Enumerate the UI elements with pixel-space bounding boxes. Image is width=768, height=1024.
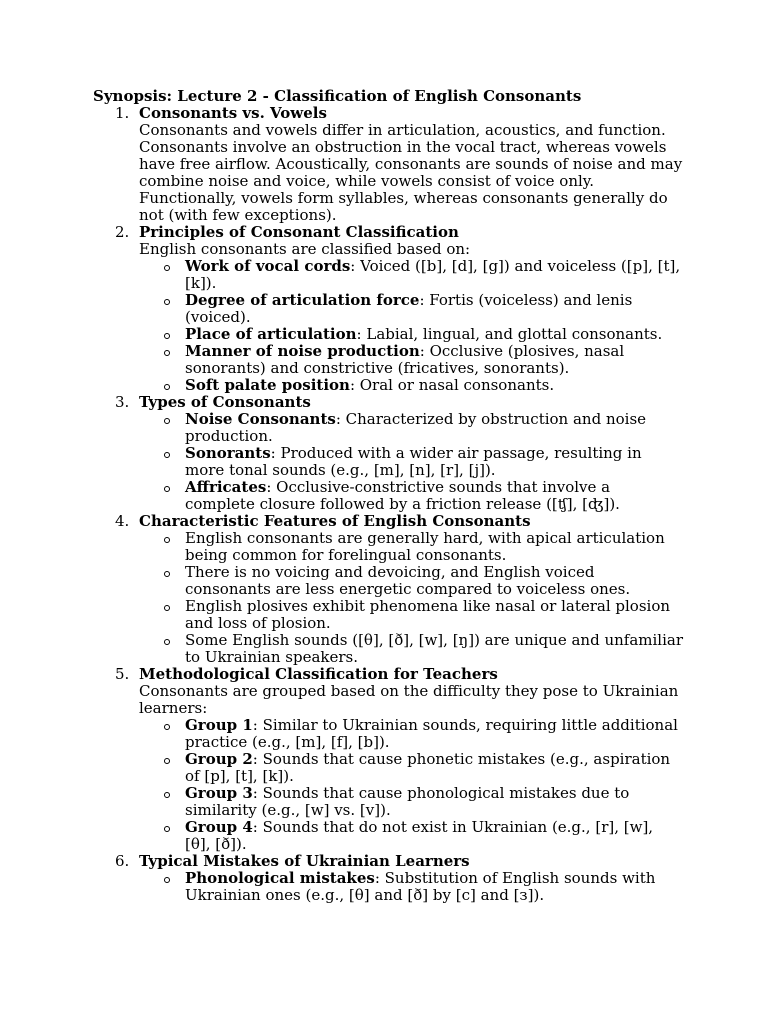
section-text: English consonants are classified based on: xyxy=(139,240,471,258)
section-list xyxy=(93,105,683,904)
bullet-item xyxy=(185,751,683,785)
document-title: Synopsis: Lecture 2 - Classification of English Consonants xyxy=(93,87,582,105)
bullet-list xyxy=(139,530,683,666)
bullet-item xyxy=(185,411,683,445)
section-title: Consonants vs. Vowels xyxy=(139,104,327,122)
bullet-text: There is no voicing and devoicing, and English voiced consonants are less energetic compared to voiceless ones. xyxy=(185,563,631,598)
bullet-circle-icon xyxy=(164,299,170,305)
bullet-item xyxy=(185,564,683,598)
bullet-circle-icon xyxy=(164,758,170,764)
bullet-item xyxy=(185,632,683,666)
bullet-text: : Substitution of English sounds with Ukrainian ones (e.g., [θ] and [ð] by [c] and [з]). xyxy=(185,869,656,904)
bullet-circle-icon xyxy=(164,537,170,543)
section-number: 4. xyxy=(115,512,130,530)
bullet-text: : Voiced ([b], [d], [g]) and voiceless ([p], [t], [k]). xyxy=(185,257,681,292)
bullet-text: : Occlusive (plosives, nasal sonorants) and constrictive (fricatives, sonorants). xyxy=(185,342,625,377)
bullet-term: Group 1 xyxy=(185,716,253,734)
section-text: Consonants and vowels differ in articulation, acoustics, and function. Consonants involve an obstruction in the vocal tract, whereas vowels have free airflow. Acoustically, consonants are sounds of noise and may combine noise and voice, while vowels consist of voice only. Functionally, vowels form syllables, whereas consonants generally do not (with few exceptions). xyxy=(139,121,683,224)
bullet-term: Group 3 xyxy=(185,784,253,802)
bullet-item xyxy=(185,819,683,853)
section-title: Typical Mistakes of Ukrainian Learners xyxy=(139,852,470,870)
bullet-text: : Fortis (voiceless) and lenis (voiced). xyxy=(185,291,633,326)
bullet-text: : Oral or nasal consonants. xyxy=(349,376,555,394)
section-text: Consonants are grouped based on the difficulty they pose to Ukrainian learners: xyxy=(139,682,679,717)
bullet-term: Noise Consonants xyxy=(185,410,336,428)
bullet-item xyxy=(185,326,683,343)
section-item xyxy=(115,512,683,666)
bullet-term: Group 4 xyxy=(185,818,253,836)
bullet-item xyxy=(185,445,683,479)
bullet-item xyxy=(185,785,683,819)
bullet-circle-icon xyxy=(164,639,170,645)
bullet-text: : Characterized by obstruction and noise production. xyxy=(185,410,647,445)
bullet-text: English plosives exhibit phenomena like nasal or lateral plosion and loss of plosion. xyxy=(185,597,671,632)
bullet-term: Manner of noise production xyxy=(185,342,420,360)
bullet-item xyxy=(185,292,683,326)
bullet-term: Phonological mistakes xyxy=(185,869,375,887)
bullet-circle-icon xyxy=(164,418,170,424)
bullet-list xyxy=(139,411,683,513)
bullet-circle-icon xyxy=(164,792,170,798)
bullet-text: : Sounds that cause phonetic mistakes (e.g., aspiration of [p], [t], [k]). xyxy=(185,750,671,785)
section-number: 3. xyxy=(115,393,130,411)
bullet-circle-icon xyxy=(164,826,170,832)
section-title: Characteristic Features of English Consonants xyxy=(139,512,531,530)
bullet-item xyxy=(185,377,683,394)
bullet-text: Some English sounds ([θ], [ð], [w], [ŋ]) are unique and unfamiliar to Ukrainian speakers. xyxy=(185,631,683,666)
section-number: 2. xyxy=(115,223,130,241)
section-item xyxy=(115,665,683,853)
section-title: Types of Consonants xyxy=(139,393,311,411)
bullet-item xyxy=(185,870,683,904)
bullet-item xyxy=(185,343,683,377)
section-item xyxy=(115,104,683,224)
bullet-term: Work of vocal cords xyxy=(185,257,351,275)
section-title: Principles of Consonant Classification xyxy=(139,223,459,241)
bullet-circle-icon xyxy=(164,486,170,492)
bullet-text: : Sounds that cause phonological mistakes due to similarity (e.g., [w] vs. [v]). xyxy=(185,784,630,819)
section-item xyxy=(115,223,683,394)
bullet-term: Place of articulation xyxy=(185,325,357,343)
bullet-text: : Occlusive-constrictive sounds that involve a complete closure followed by a friction release ([ʧ], [ʤ]). xyxy=(185,478,620,513)
section-item xyxy=(115,852,683,904)
bullet-term: Degree of articulation force xyxy=(185,291,420,309)
bullet-text: : Sounds that do not exist in Ukrainian (e.g., [r], [w], [θ], [ð]). xyxy=(185,818,654,853)
bullet-text: : Produced with a wider air passage, resulting in more tonal sounds (e.g., [m], [n], [r], [j]). xyxy=(185,444,642,479)
document-page xyxy=(93,88,683,904)
bullet-term: Affricates xyxy=(185,478,267,496)
bullet-circle-icon xyxy=(164,384,170,390)
bullet-term: Sonorants xyxy=(185,444,271,462)
bullet-item xyxy=(185,717,683,751)
section-number: 1. xyxy=(115,104,130,122)
bullet-item xyxy=(185,258,683,292)
bullet-item xyxy=(185,530,683,564)
section-title: Methodological Classification for Teachers xyxy=(139,665,498,683)
bullet-circle-icon xyxy=(164,350,170,356)
bullet-circle-icon xyxy=(164,333,170,339)
bullet-circle-icon xyxy=(164,605,170,611)
bullet-list xyxy=(139,870,683,904)
bullet-list xyxy=(139,717,683,853)
bullet-text: English consonants are generally hard, with apical articulation being common for forelingual consonants. xyxy=(185,529,665,564)
bullet-text: : Similar to Ukrainian sounds, requiring little additional practice (e.g., [m], [f], [b]). xyxy=(185,716,678,751)
bullet-circle-icon xyxy=(164,877,170,883)
section-number: 5. xyxy=(115,665,130,683)
bullet-item xyxy=(185,479,683,513)
bullet-circle-icon xyxy=(164,724,170,730)
section-item xyxy=(115,393,683,513)
bullet-circle-icon xyxy=(164,571,170,577)
bullet-list xyxy=(139,258,683,394)
bullet-circle-icon xyxy=(164,452,170,458)
bullet-text: : Labial, lingual, and glottal consonants. xyxy=(356,325,663,343)
bullet-term: Group 2 xyxy=(185,750,253,768)
section-number: 6. xyxy=(115,852,130,870)
bullet-term: Soft palate position xyxy=(185,376,350,394)
bullet-item xyxy=(185,598,683,632)
bullet-circle-icon xyxy=(164,265,170,271)
